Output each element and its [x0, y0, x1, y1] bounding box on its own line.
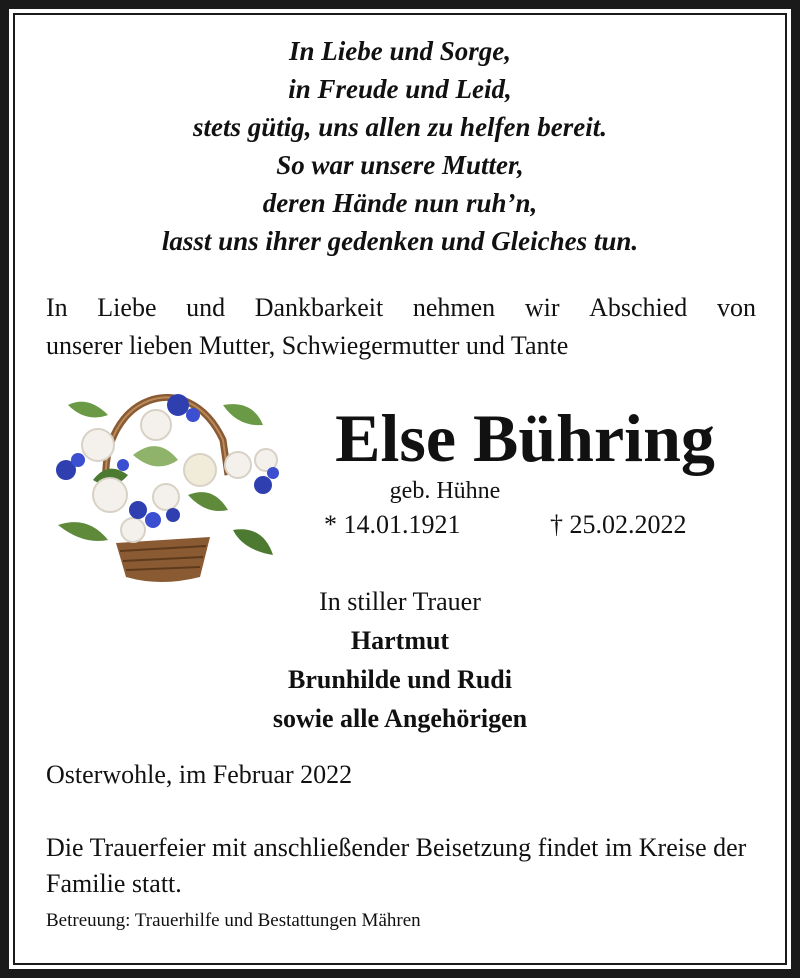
- intro-line-2: unserer lieben Mutter, Schwiegermutter und Tante: [46, 331, 569, 360]
- flower-basket-icon: [38, 365, 288, 590]
- funeral-home-credit: Betreuung: Trauerhilfe und Bestattungen Mähren: [46, 910, 421, 931]
- deceased-name: Else Bühring: [335, 400, 715, 476]
- ceremony-notice: Die Trauerfeier mit anschließender Beisetzung findet im Kreise der Familie statt.: [46, 833, 747, 898]
- mourner-name: Brunhilde und Rudi: [287, 665, 512, 694]
- mourner-name: sowie alle Angehörigen: [272, 704, 528, 733]
- maiden-name: geb. Hühne: [389, 478, 501, 504]
- intro-word: wir: [524, 293, 560, 322]
- poem-line: In Liebe und Sorge,: [288, 36, 512, 66]
- mourners: [150, 582, 650, 738]
- poem-line: lasst uns ihrer gedenken und Gleiches tun.: [161, 226, 639, 256]
- place-date: Osterwohle, im Februar 2022: [46, 760, 353, 789]
- intro-word: Abschied: [589, 293, 688, 322]
- intro-word: Liebe: [97, 293, 157, 322]
- intro-word: In: [46, 293, 68, 322]
- poem-line: stets gütig, uns allen zu helfen bereit.: [192, 112, 608, 142]
- intro-line-1: [46, 289, 756, 327]
- death-date: † 25.02.2022: [550, 510, 687, 539]
- intro-word: nehmen: [412, 293, 496, 322]
- poem-line: deren Hände nun ruh’n,: [262, 188, 538, 218]
- intro-word: von: [716, 293, 756, 322]
- poem-line: So war unsere Mutter,: [276, 150, 524, 180]
- intro-word: und: [186, 293, 226, 322]
- poem-line: in Freude und Leid,: [288, 74, 512, 104]
- mourner-name: Hartmut: [350, 626, 450, 655]
- mourners-heading: In stiller Trauer: [319, 587, 481, 616]
- poem: [30, 32, 770, 260]
- birth-date: * 14.01.1921: [324, 510, 461, 539]
- intro-word: Dankbarkeit: [254, 293, 384, 322]
- intro-text: [46, 289, 756, 365]
